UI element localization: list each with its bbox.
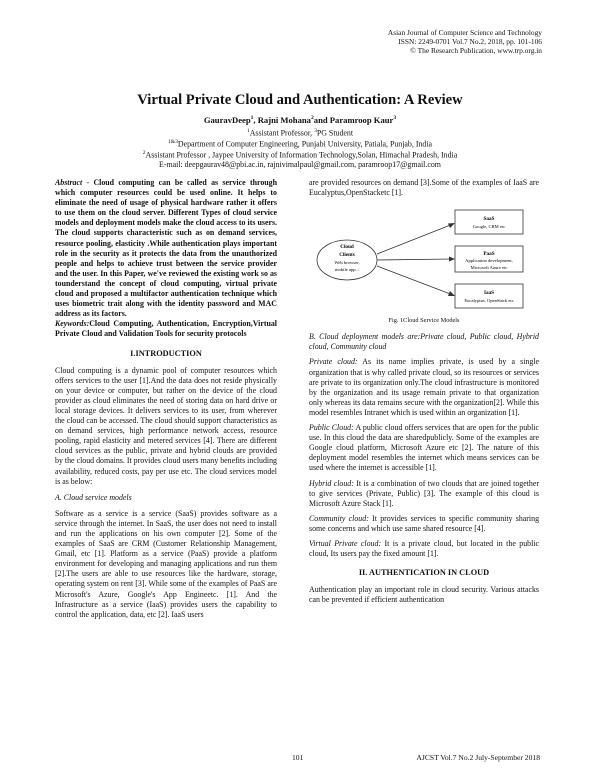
keywords-label: Keywords: xyxy=(55,319,90,329)
arrow-head xyxy=(448,291,455,296)
author-3: Paramroop Kaur xyxy=(329,115,394,125)
authentication-paragraph: Authentication play an important role in cloud security. Various attacks can be prevented if efficient authentication xyxy=(309,585,539,605)
footer-journal: AJCST Vol.7 No.2 July-September 2018 xyxy=(416,753,540,762)
private-cloud-text: As its name implies private, is used by a single organization that is why called private cloud, so its resources or services are private to its organization only.The cloud infrastructure is monitored by the organization and its usage remain private to that organization only whereas its data remains secure with the organization[2]. While this model resembles Intranet which is used within an organization [1]. xyxy=(309,357,540,417)
arrow-to-paas xyxy=(377,259,453,260)
aff-sup: 2 xyxy=(142,150,146,156)
figure-caption: Fig. 1Cloud Service Models xyxy=(388,317,460,325)
journal-publisher: © The Research Publication, www.trp.org.in xyxy=(410,46,542,56)
aff-sup: 3 xyxy=(314,128,317,134)
page-number: 101 xyxy=(292,753,304,762)
paas-desc-2: Microsoft Azure etc xyxy=(470,265,508,271)
section-heading-authentication: II. AUTHENTICATION IN CLOUD xyxy=(358,568,490,578)
author-1: GauravDeep xyxy=(203,115,251,125)
saas-title: SaaS xyxy=(483,216,495,223)
clients-desc-1: Web browser, xyxy=(334,260,360,266)
vpc-text: It is a private cloud, but located in the public cloud, Its users pay the fixed amount [1]. xyxy=(309,538,539,559)
aff-text: Department of Computer Engineering, Punjabi University, Patiala, Punjab, India xyxy=(177,139,433,149)
abstract-text: Cloud computing can be called as service through which computer resources could be used online. It helps to eliminate the need of usage of physical hardware rather it offers to use them on the cloud server. Different Types of cloud service models and deployment models make the cloud access to its users. The cloud supports characteristic such as on demand services, resource pooling, elasticity .While authentication plays important role in the security as it protects the data from the unauthorized people and helps to achieve trust between the service provider and the user. In this Paper, we've reviewed the existing work so as tounderstand the concept of cloud computing, virtual private cloud and proposed a multifactor authentication technique which uses biometric trait along with the identity password and MAC address as its factors. xyxy=(55,178,277,319)
private-cloud-paragraph xyxy=(309,357,539,418)
iaas-box xyxy=(455,284,523,308)
arrow-head xyxy=(448,223,455,228)
author-sep: , xyxy=(253,115,258,125)
author-2: Rajni Mohana xyxy=(257,115,311,125)
hybrid-cloud-text: It is a combination of two clouds that are joined together to give services (Private, Public) [3]. The example of this cloud is Microsoft Azure Stack [1]. xyxy=(309,478,539,508)
journal-header xyxy=(242,28,542,56)
journal-name: Asian Journal of Computer Science and Technology xyxy=(387,28,542,37)
vpc-label: Virtual Private cloud: xyxy=(309,538,382,548)
clients-desc-2: mobile app... xyxy=(335,267,359,273)
hybrid-cloud-paragraph xyxy=(309,479,539,509)
author-list xyxy=(0,115,600,125)
service-models-paragraph: Software as a service is a service (SaaS) provides software as a service through the internet. In SaaS, the user does not need to install and run the applications on his own computer [2]. Some of the examples of SaaS are CRM (Customer Relationship Management, Gmail, etc [1]. Platform as a service (PaaS) provide a platform environment for developing and managing applications and run them [2].The users are able to use resources like the hardware, storage, operating system on rent [3]. While some of the examples of PaaS are Microsoft's Azure, Google's App Engineetc. [1]. And the Infrastructure as a service (IaaS) provides users the capability to control the application, data, etc [2]. IaaS users xyxy=(55,508,277,619)
saas-desc: Google, CRM etc xyxy=(472,224,506,230)
arrow-to-iaas xyxy=(377,266,453,295)
community-cloud-paragraph xyxy=(309,514,539,534)
affiliation-roles xyxy=(0,127,600,138)
clients-label: Clients xyxy=(339,252,355,259)
left-column xyxy=(55,178,277,625)
cloud-label: Cloud xyxy=(340,244,354,251)
figure-cloud-service-models xyxy=(309,204,539,314)
paas-desc-1: Application development, xyxy=(465,258,513,264)
private-cloud-label: Private cloud: xyxy=(309,357,358,367)
iaas-title: IaaS xyxy=(483,290,495,297)
saas-box xyxy=(455,210,523,234)
affiliation-1 xyxy=(0,138,600,149)
arrow-head xyxy=(449,257,455,262)
iaas-desc: Eucalyptus, OpenStack etc xyxy=(464,298,514,304)
iaas-continued-paragraph: are provided resources on demand [3].Some of the examples of IaaS are Eucalyptus,OpenStacketc [1]. xyxy=(309,178,539,198)
abstract xyxy=(55,178,277,340)
aff-sup: 1&3 xyxy=(167,139,178,145)
abstract-label: Abstract - xyxy=(55,178,90,187)
hybrid-cloud-label: Hybrid cloud: xyxy=(309,478,354,488)
vpc-paragraph xyxy=(309,539,539,559)
journal-issn: ISSN: 2249-0701 Vol.7 No.2, 2018, pp. 101-106 xyxy=(398,37,542,47)
paas-title: PaaS xyxy=(483,251,495,258)
author-emails: E-mail: deepgaurav48@pbi.ac.in, rajnivimalpaul@gmail.com, paramroop17@gmail.com xyxy=(159,160,441,169)
subsection-heading-service-models: A. Cloud service models xyxy=(55,492,132,502)
author-3-sup: 3 xyxy=(393,115,397,122)
author-sep: and xyxy=(313,115,330,125)
right-column xyxy=(309,178,539,610)
aff-text: Assistant Professor, xyxy=(249,128,315,138)
public-cloud-text: A public cloud offers services that are open for the public use. In this cloud the data are sharedpublicly. Some of the examples are Google cloud platform, Microsoft Azure etc [2]. The nature of this deployment model resembles the internet which means services can be used where the internet is accessible [1]. xyxy=(309,423,539,473)
aff-text: Assistant Professor , Jaypee University of Information Technology,Solan, Himachal Pradesh, India xyxy=(145,150,458,160)
author-1-sup: 1 xyxy=(250,115,254,122)
paper-title: Virtual Private Cloud and Authentication: A Review xyxy=(137,92,463,108)
section-heading-introduction: I.INTRODUCTION xyxy=(130,348,202,358)
subsection-heading-deployment-models: B. Cloud deployment models are:Private cloud, Public cloud, Hybrid cloud, Community cloud xyxy=(309,332,539,352)
aff-sup: 1 xyxy=(246,128,250,134)
author-2-sup: 2 xyxy=(310,115,314,122)
affiliation-2 xyxy=(0,149,600,160)
community-cloud-label: Community cloud: xyxy=(309,513,369,523)
intro-paragraph: Cloud computing is a dynamic pool of computer resources which offers services to the user [1].And the data does not reside physically on your device or computer, but rather on the device of the cloud provider as cloud eliminates the need of storing data on hard drive or local storage devices. It delivers services to its user, from wherever the cloud can be accessed. The cloud should support characteristics as on demand services, high performance network access, resource pooling, rapid elasticity and metered services [4]. There are different cloud services as the public, private and hybrid clouds are provided by the cloud domains. It provides cloud users many benefits including availability, reduced costs, pay per use etc. The cloud services model is as below: xyxy=(55,365,277,486)
public-cloud-paragraph xyxy=(309,423,539,473)
aff-text: PG Student xyxy=(316,128,354,138)
arrow-to-saas xyxy=(377,224,453,254)
public-cloud-label: Public Cloud: xyxy=(309,423,354,433)
cloud-models-diagram xyxy=(309,204,539,314)
community-cloud-text: It provides services to specific community sharing some concerns and which use same shared resource [4]. xyxy=(309,513,540,533)
keywords-text: Cloud Computing, Authentication, Encryption,Virtual Private Cloud and Validation Tools for security protocols xyxy=(55,319,277,339)
